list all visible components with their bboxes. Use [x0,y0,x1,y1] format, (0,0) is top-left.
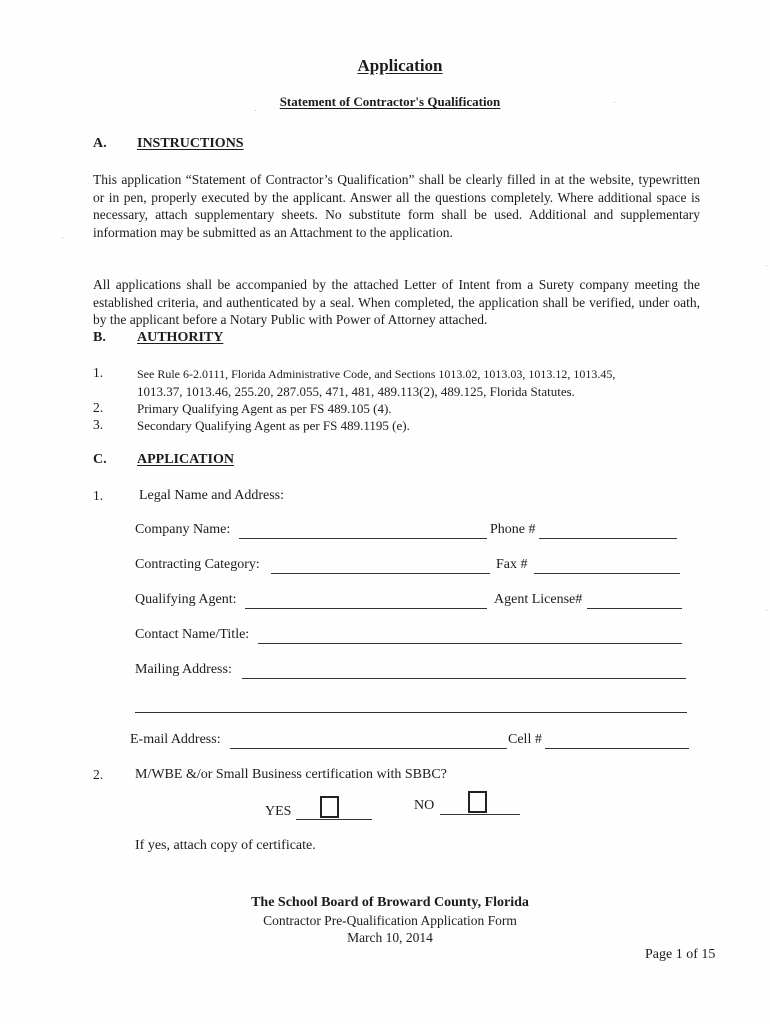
section-b-letter: B. [93,330,106,345]
contact-name-title-field[interactable] [258,643,682,644]
scan-speck [255,110,256,111]
email-field[interactable] [230,748,507,749]
company-name-label: Company Name: [135,522,231,537]
phone-label: Phone # [490,522,536,537]
fax-field[interactable] [534,573,680,574]
mailing-address-field-line-2[interactable] [135,712,687,713]
yes-checkbox[interactable] [320,796,339,818]
authority-item-text: Secondary Qualifying Agent as per FS 489.1195 (e). [137,418,410,433]
footer-organization: The School Board of Broward County, Florida [251,895,529,910]
document-title: Application [357,56,443,75]
scan-speck [766,265,767,266]
authority-item-number: 1. [93,365,104,380]
instructions-paragraph-2: All applications shall be accompanied by the attached Letter of Intent from a Surety company meeting the established criteria, and authenticated by a seal. When completed, the application shall be verified, under oath, by the applicant before a Notary Public with Power of Attorney attached. [93,277,700,327]
cell-label: Cell # [508,732,542,747]
authority-item-number: 2. [93,400,104,415]
application-item-number: 1. [93,488,104,503]
mailing-address-field[interactable] [242,678,686,679]
qualifying-agent-field[interactable] [245,608,487,609]
section-c-letter: C. [93,452,107,467]
authority-item-number: 3. [93,417,104,432]
footer-date: March 10, 2014 [347,930,433,945]
no-underline [440,814,520,815]
qualifying-agent-label: Qualifying Agent: [135,592,237,607]
contracting-category-label: Contracting Category: [135,557,260,572]
section-b-title: AUTHORITY [137,330,224,345]
page-number: Page 1 of 15 [645,947,716,962]
mwbe-question: M/WBE &/or Small Business certification with SBBC? [135,767,447,782]
scan-speck [766,610,767,611]
application-item-number: 2. [93,767,104,782]
legal-name-address-label: Legal Name and Address: [139,488,285,503]
phone-field[interactable] [539,538,677,539]
yes-label: YES [265,804,292,819]
authority-item-text: See Rule 6-2.0111, Florida Administrative Code, and Sections 1013.02, 1013.03, 1013.12, 1013.45, [137,367,616,381]
contracting-category-field[interactable] [271,573,490,574]
scan-speck [614,102,615,103]
scan-speck [62,237,63,238]
document-subtitle: Statement of Contractor's Qualification [279,94,501,109]
mailing-address-label: Mailing Address: [135,662,232,677]
section-c-title: APPLICATION [137,452,234,467]
no-label: NO [414,798,435,813]
cell-field[interactable] [545,748,689,749]
footer-form-name: Contractor Pre-Qualification Application Form [263,913,517,928]
authority-item-text: 1013.37, 1013.46, 255.20, 287.055, 471, 481, 489.113(2), 489.125, Florida Statutes. [137,384,575,399]
section-a-title: INSTRUCTIONS [137,136,244,151]
company-name-field[interactable] [239,538,487,539]
agent-license-label: Agent License# [494,592,583,607]
section-a-letter: A. [93,136,107,151]
no-checkbox[interactable] [468,791,487,813]
agent-license-field[interactable] [587,608,682,609]
yes-underline [296,819,372,820]
contact-name-title-label: Contact Name/Title: [135,627,250,642]
email-label: E-mail Address: [130,732,221,747]
instructions-paragraph-1: This application “Statement of Contractor’s Qualification” shall be clearly filled in at the website, typewritten or in pen, properly executed by the applicant. Answer all the questions completely. Where additional space is necessary, attach supplementary sheets. No substitute form shall be used. Additional and supplementary information may be submitted as an Attachment to the application. [93,172,700,240]
authority-item-text: Primary Qualifying Agent as per FS 489.105 (4). [137,401,392,416]
fax-label: Fax # [496,557,528,572]
certificate-note: If yes, attach copy of certificate. [135,838,316,853]
